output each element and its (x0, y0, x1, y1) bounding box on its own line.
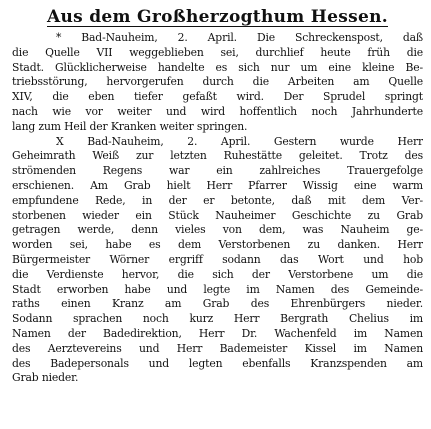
text-line: Namen der Badedirektion, Herr Dr. Wachenfeld im Namen (12, 326, 423, 340)
text-line: Bürgermeister Wörner ergriff sodann das Wort und hob (12, 252, 423, 266)
text-line: des Aerztevereins und Herr Bademeister Kissel im Namen (12, 341, 423, 355)
text-line: erschienen. Am Grab hielt Herr Pfarrer Wissig eine warm (12, 178, 423, 192)
text-line: getragen werde, denn vieles von dem, was Nauheim ge- (12, 223, 423, 237)
headline: Aus dem Großherzogthum Hessen. (47, 7, 388, 27)
text-line: Geheimrath Weiß zur letzten Ruhestätte geleitet. Trotz des (12, 149, 423, 163)
text-line: nach wie vor weiter und wird hoffentlich noch Jahrhunderte (12, 104, 423, 118)
text-line: strömenden Regens war ein zahlreiches Trauergefolge (12, 164, 423, 178)
text-line: die Quelle VII weggeblieben sei, durchlief heute früh die (12, 45, 423, 59)
text-line: Sodann sprachen noch kurz Herr Bergrath Chelius im (12, 312, 423, 326)
text-line: X Bad-Nauheim, 2. April. Gestern wurde Herr (56, 134, 423, 148)
text-line: Stadt. Glücklicherweise handelte es sich nur um eine kleine Be- (12, 60, 423, 74)
text-line: triebsstörung, hervorgerufen durch die Arbeiten am Quelle (12, 75, 423, 89)
text-line: * Bad-Nauheim, 2. April. Die Schreckenspost, daß (56, 31, 423, 44)
text-line: worden sei, habe es dem Verstorbenen zu danken. Herr (12, 238, 423, 252)
text-line: die Verdienste hervor, die sich der Verstorbene um die (12, 267, 423, 281)
text-line: Grab nieder. (12, 371, 79, 385)
text-line: XIV, die eben tiefer gefaßt wird. Der Sprudel springt (12, 90, 423, 104)
article-paragraph-2 (12, 135, 423, 387)
article-paragraph-1 (12, 31, 423, 135)
text-line: storbenen wieder ein Stück Nauheimer Geschichte zu Grab (12, 208, 423, 222)
text-line: des Badepersonals und legten ebenfalls Kranzspenden am (12, 356, 423, 370)
text-line: lang zum Heil der Kranken weiter springen. (12, 119, 248, 133)
text-line: raths einen Kranz am Grab des Ehrenbürgers nieder. (12, 297, 423, 311)
text-line: Stadt erworben habe und legte im Namen des Gemeinde- (12, 282, 423, 296)
text-line: empfundene Rede, in der er betonte, daß mit dem Ver- (12, 193, 423, 207)
